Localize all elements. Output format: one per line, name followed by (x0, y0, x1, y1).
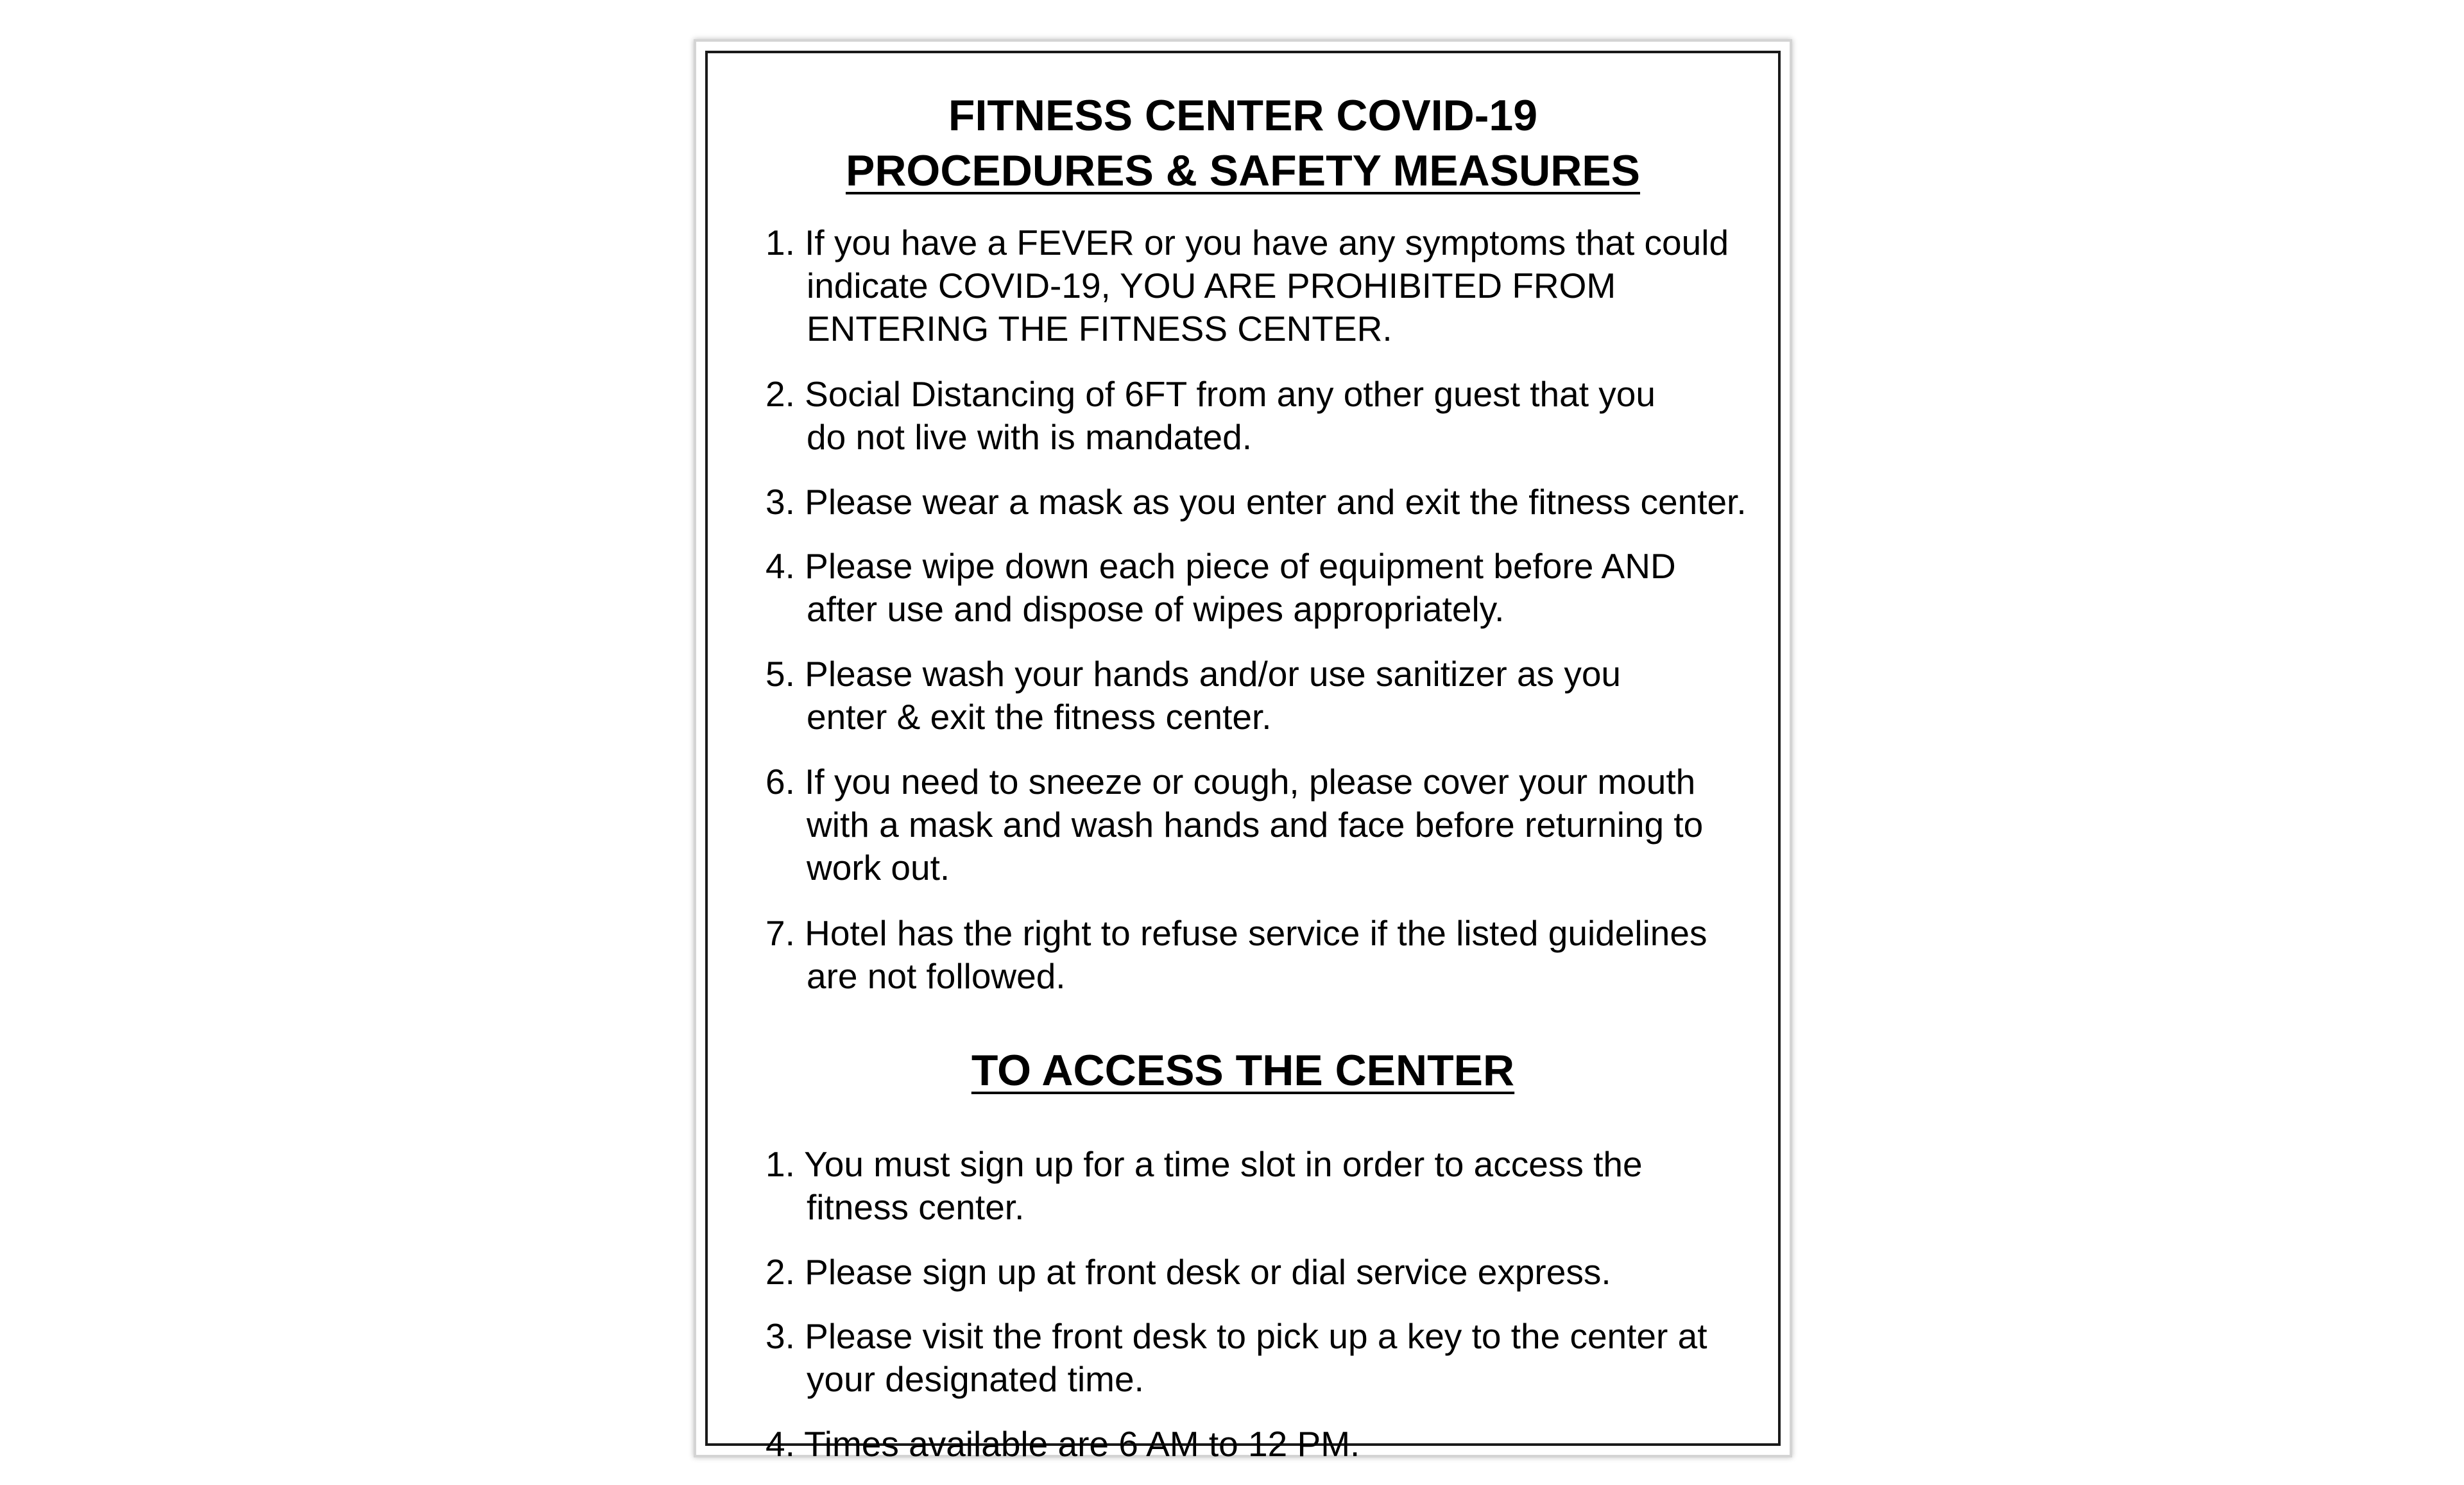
procedure-number: 4. (766, 546, 795, 586)
procedure-text: enter & exit the fitness center. (807, 697, 1272, 737)
procedure-text: Social Distancing of 6FT from any other guest that you (805, 374, 1656, 414)
sign-frame (705, 51, 1781, 1464)
procedure-number: 1. (766, 223, 795, 262)
procedure-number: 5. (766, 654, 795, 694)
access-number: 2. (766, 1252, 795, 1292)
procedure-text: indicate COVID-19, YOU ARE PROHIBITED FROM (807, 266, 1616, 305)
procedure-item-3 (766, 481, 1767, 524)
procedure-item-7 (766, 912, 1767, 998)
procedure-number: 7. (766, 913, 795, 953)
access-item-4 (766, 1423, 1767, 1466)
access-number: 1. (766, 1144, 795, 1184)
access-item-3 (766, 1315, 1767, 1401)
procedure-text: Hotel has the right to refuse service if the listed guidelines (805, 913, 1707, 953)
access-number: 4. (766, 1424, 795, 1464)
access-item-1 (766, 1143, 1767, 1229)
access-item-2 (766, 1251, 1767, 1294)
procedure-item-6 (766, 760, 1767, 889)
procedure-text: Please wear a mask as you enter and exit the fitness center. (805, 482, 1747, 522)
procedure-text: If you have a FEVER or you have any symptoms that could (805, 223, 1729, 262)
procedure-text: do not live with is mandated. (807, 417, 1252, 457)
access-heading-text: TO ACCESS THE CENTER (971, 1046, 1515, 1095)
procedure-text: after use and dispose of wipes appropriately. (807, 589, 1505, 629)
procedure-number: 2. (766, 374, 795, 414)
sign-subtitle-text: PROCEDURES & SAFETY MEASURES (845, 146, 1641, 195)
access-text: your designated time. (807, 1359, 1144, 1399)
safety-sign (694, 39, 1792, 1464)
procedure-text: work out. (807, 848, 950, 888)
procedure-text: are not followed. (807, 956, 1066, 996)
access-text: Please visit the front desk to pick up a key to the center at (805, 1316, 1707, 1356)
procedure-text: Please wipe down each piece of equipment before AND (805, 546, 1676, 586)
procedure-text: Please wash your hands and/or use sanitizer as you (805, 654, 1621, 694)
access-text: Please sign up at front desk or dial service express. (805, 1252, 1611, 1292)
sign-subtitle (708, 143, 1778, 198)
access-heading (708, 1043, 1778, 1098)
procedure-number: 3. (766, 482, 795, 522)
procedure-text: ENTERING THE FITNESS CENTER. (807, 309, 1392, 348)
sign-title: FITNESS CENTER COVID-19 (948, 91, 1538, 140)
procedure-item-5 (766, 653, 1767, 739)
procedure-item-4 (766, 545, 1767, 631)
access-text: Times available are 6 AM to 12 PM. (804, 1424, 1360, 1464)
procedure-item-2 (766, 373, 1767, 459)
procedure-text: If you need to sneeze or cough, please cover your mouth (805, 762, 1696, 802)
access-text: You must sign up for a time slot in order to access the (804, 1144, 1643, 1184)
procedure-item-1 (766, 221, 1767, 350)
procedure-number: 6. (766, 762, 795, 802)
access-text: fitness center. (807, 1187, 1025, 1227)
access-number: 3. (766, 1316, 795, 1356)
procedure-text: with a mask and wash hands and face before returning to (807, 805, 1704, 845)
